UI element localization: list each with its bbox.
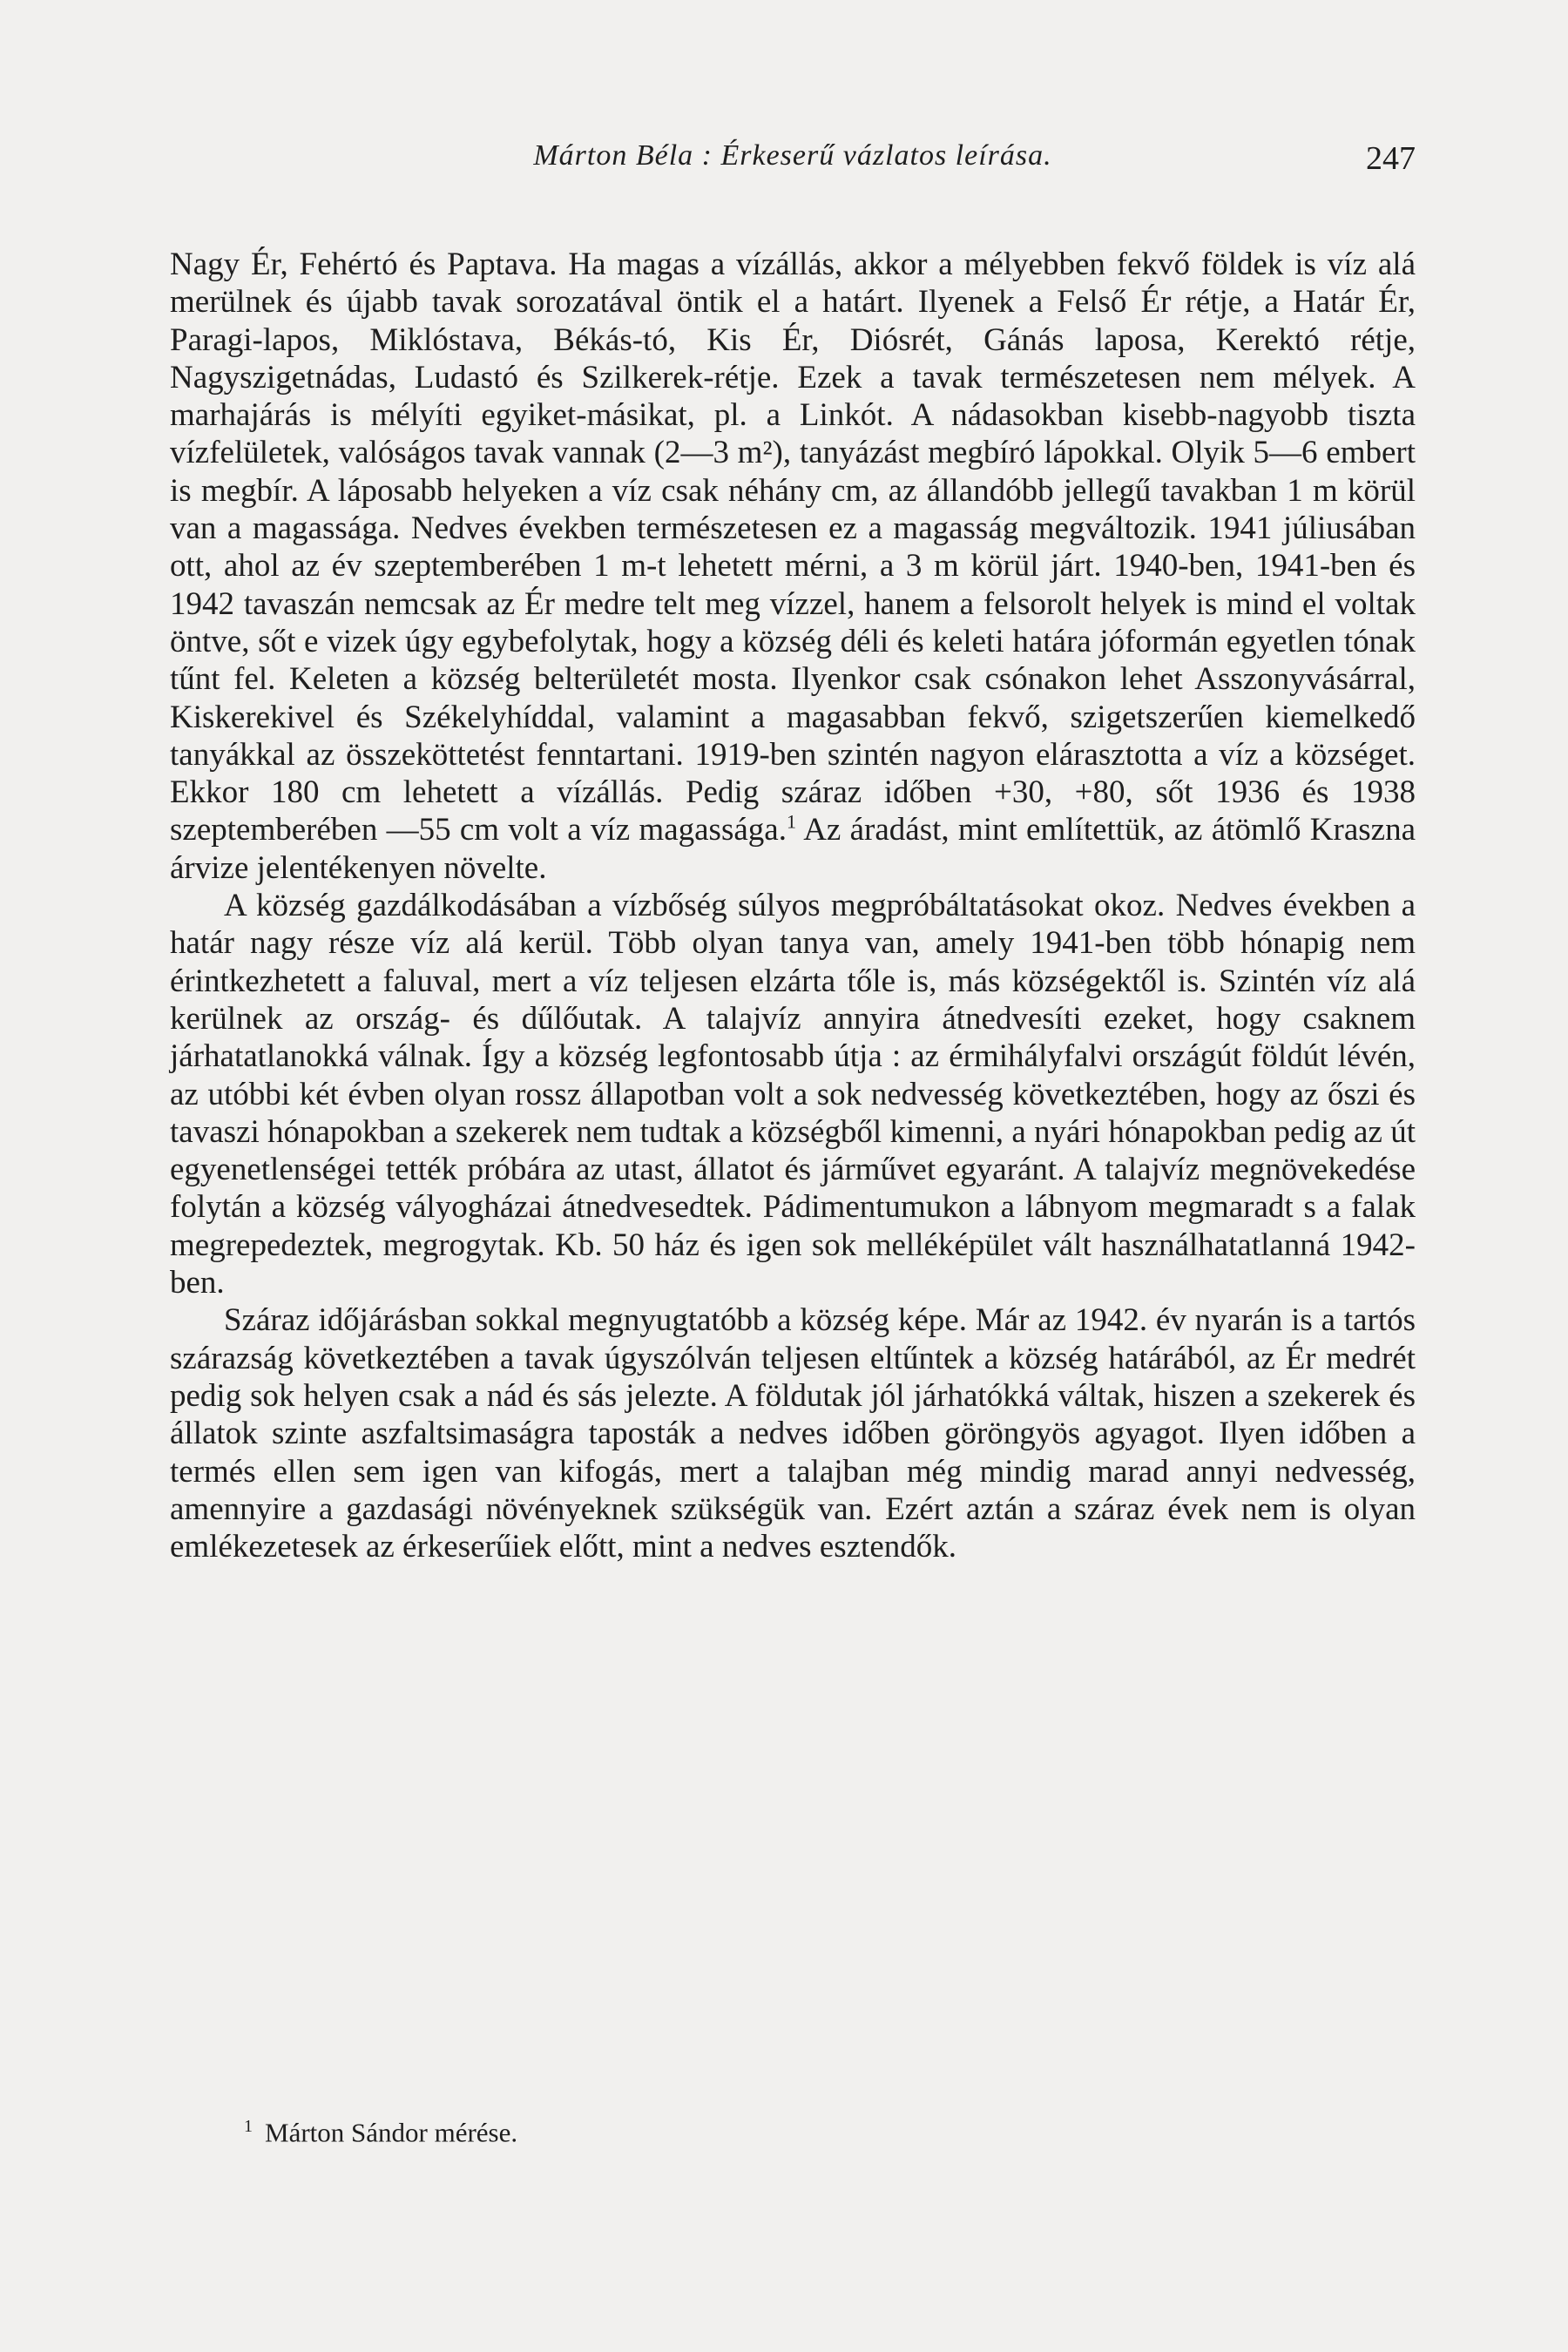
paragraph: A község gazdálkodásában a vízbőség súlyos megpróbáltatásokat okoz. Nedves években a határ nagy része víz alá kerül. Több olyan tanya van, amely 1941-ben több hónapig nem érintkezhetett a faluval, mert a víz teljesen elzárta tőle is, más községektől is. Szintén víz alá kerülnek az ország- és dűlőutak. A talajvíz annyira átnedvesíti ezeket, hogy csaknem járhatatlanokká válnak. Így a község legfontosabb útja : az érmihályfalvi országút földút lévén, az utóbbi két évben olyan rossz állapotban volt a sok nedvesség következtében, hogy az őszi és tavaszi hónapokban a szekerek nem tudtak a községből kimenni, a nyári hónapokban pedig az út egyenetlenségei tették próbára az utast, állatot és járművet egyaránt. A talajvíz megnövekedése folytán a község vályogházai átnedvesedtek. Pádimentumukon a lábnyom megmaradt s a falak megrepedeztek, megrogytak. Kb. 50 ház és igen sok melléképület vált használhatatlanná 1942-ben. <box>170 888 1416 1301</box>
footnote-text: Márton Sándor mérése. <box>265 2117 518 2148</box>
footnote <box>244 2117 1289 2148</box>
body-text <box>170 246 1416 1565</box>
paragraph <box>170 246 1416 887</box>
paragraph-text: Nagy Ér, Fehértó és Paptava. Ha magas a vízállás, akkor a mélyebben fekvő földek is víz alá merülnek és újabb tavak sorozatával öntik el a határt. Ilyenek a Felső Ér rétje, a Határ Ér, Paragi-lapos, Miklóstava, Békás-tó, Kis Ér, Diósrét, Gánás laposa, Kerektó rétje, Nagyszigetnádas, Ludastó és Szilkerek-rétje. Ezek a tavak természetesen nem mélyek. A marhajárás is mélyíti egyiket-másikat, pl. a Linkót. A nádasokban kisebb-nagyobb tiszta vízfelületek, valóságos tavak vannak (2—3 m²), tanyázást megbíró lápokkal. Olyik 5—6 embert is megbír. A láposabb helyeken a víz csak néhány cm, az állandóbb jellegű tavakban 1 m körül van a magassága. Nedves években természetesen ez a magasság megváltozik. 1941 júliusában ott, ahol az év szeptemberében 1 m-t lehetett mérni, a 3 m körül járt. 1940-ben, 1941-ben és 1942 tavaszán nemcsak az Ér medre telt meg vízzel, hanem a felsorolt helyek is mind el voltak öntve, sőt e vizek úgy egybefolytak, hogy a község déli és keleti határa jóformán egyetlen tónak tűnt fel. Keleten a község belterületét mosta. Ilyenkor csak csónakon lehet Asszonyvásárral, Kiskerekivel és Székelyhíddal, valamint a magasabban fekvő, szigetszerűen kiemelkedő tanyákkal az összeköttetést fenntartani. 1919-ben szintén nagyon elárasztotta a víz a községet. Ekkor 180 cm lehetett a vízállás. Pedig száraz időben +30, +80, sőt 1936 és 1938 szeptemberében —55 cm volt a víz magassága. <box>170 247 1416 848</box>
running-title: Márton Béla : Érkeserű vázlatos leírása. <box>533 139 1052 172</box>
footnote-reference: 1 <box>786 811 796 834</box>
paragraph-text: Az áradást, mint említettük, az átömlő Kraszna árvize jelentékenyen növelte. <box>170 812 1416 886</box>
paragraph: Száraz időjárásban sokkal megnyugtatóbb a község képe. Már az 1942. év nyarán is a tartós szárazság következtében a tavak úgyszólván teljesen eltűntek a község határából, az Ér medrét pedig sok helyen csak a nád és sás jelezte. A földutak jól járhatókká váltak, hiszen a szekerek és állatok szinte aszfaltsimaságra taposták a nedves időben göröngyös agyagot. Ilyen időben a termés ellen sem igen van kifogás, mert a talajban még mindig marad annyi nedvesség, amennyire a gazdasági növényeknek szükségük van. Ezért aztán a száraz évek nem is olyan emlékezetesek az érkeserűiek előtt, mint a nedves esztendők. <box>170 1302 1416 1565</box>
footnote-mark: 1 <box>244 2117 253 2136</box>
running-header <box>170 136 1416 185</box>
page-number: 247 <box>1366 140 1416 177</box>
